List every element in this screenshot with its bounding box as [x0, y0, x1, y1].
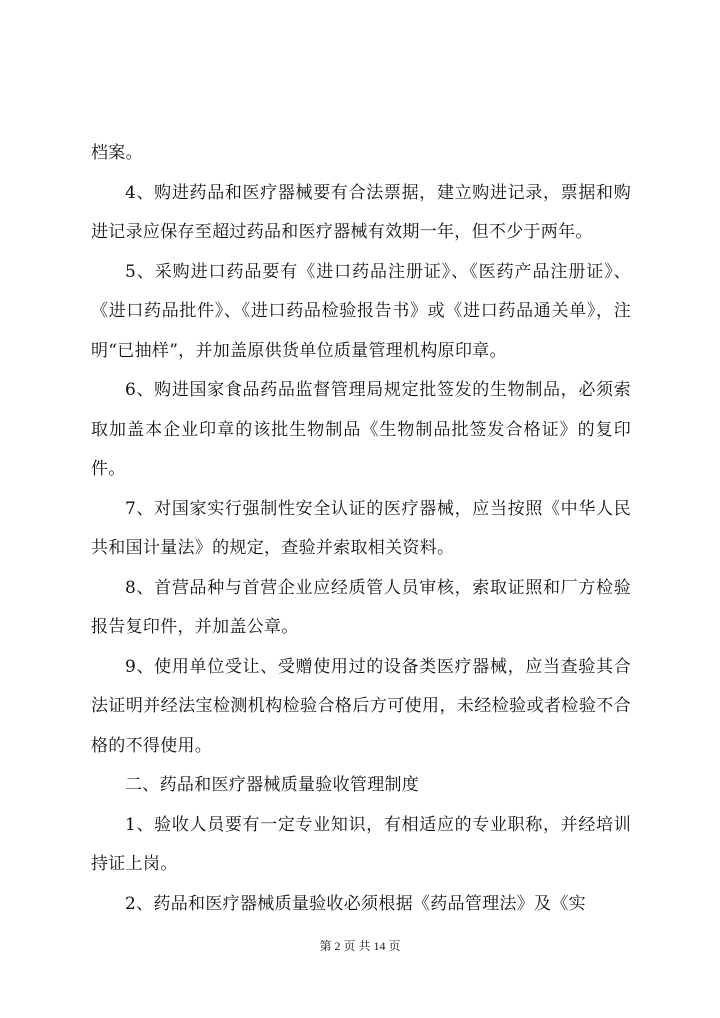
- paragraph: 档案。: [91, 143, 143, 163]
- paragraph: 6、购进国家食品药品监督管理局规定批签发的生物制品，必须索取加盖本企业印章的该批生物制品《生物制品批签发合格证》的复印件。: [91, 380, 631, 479]
- page-footer: 第 2 页 共 14 页: [319, 939, 401, 953]
- paragraph: 4、购进药品和医疗器械要有合法票据，建立购进记录，票据和购进记录应保存至超过药品和医疗器械有效期一年，但不少于两年。: [91, 182, 631, 242]
- paragraph: 2、药品和医疗器械质量验收必须根据《药品管理法》及《实: [125, 893, 586, 914]
- paragraph: 7、对国家实行强制性安全认证的医疗器械，应当按照《中华人民共和国计量法》的规定，查验并索取相关资料。: [91, 498, 631, 558]
- paragraph: 8、首营品种与首营企业应经质管人员审核，索取证照和厂方检验报告复印件，并加盖公章。: [91, 577, 631, 637]
- paragraph: 1、验收人员要有一定专业知识，有相适应的专业职称，并经培训持证上岗。: [91, 814, 631, 874]
- paragraph: 5、采购进口药品要有《进口药品注册证》、《医药产品注册证》、《进口药品批件》、《进口药品检验报告书》或《进口药品通关单》，注明“已抽样”，并加盖原供货单位质量管理机构原印章。: [91, 261, 631, 361]
- paragraph: 二、药品和医疗器械质量验收管理制度: [125, 775, 420, 795]
- document-body: [91, 134, 631, 924]
- paragraph: 9、使用单位受让、受赠使用过的设备类医疗器械，应当查验其合法证明并经法宝检测机构检验合格后方可使用，未经检验或者检验不合格的不得使用。: [91, 656, 631, 756]
